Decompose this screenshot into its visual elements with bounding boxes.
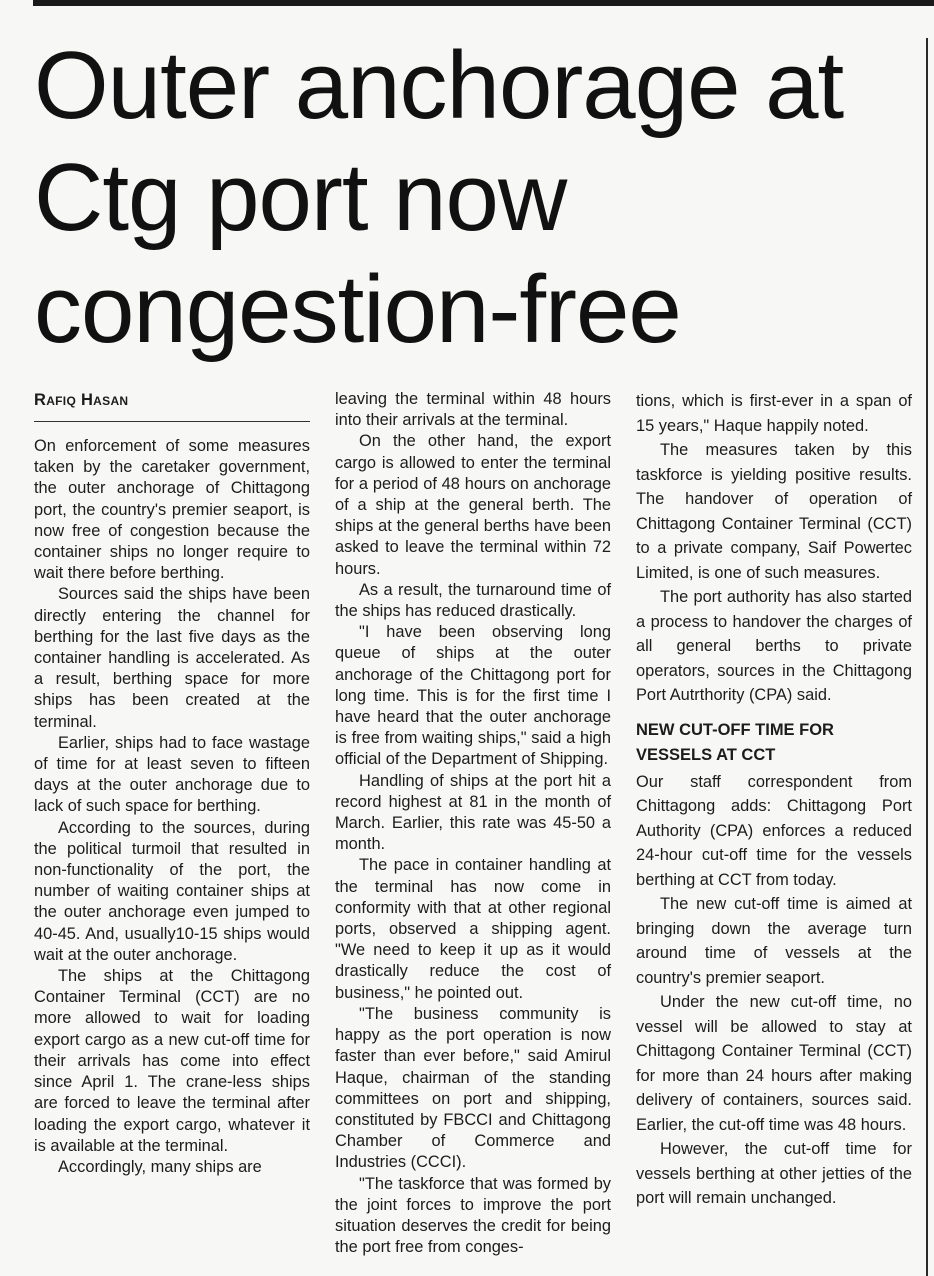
paragraph: leaving the terminal within 48 hours into their arrivals at the terminal. <box>335 390 611 430</box>
paragraph: The ships at the Chittagong Container Terminal (CCT) are no more allowed to wait for loading export cargo as a new cut-off time for their arrivals has come into effect since April 1. The crane-less ships are forced to leave the terminal after loading the export cargo, whatever it is available at the terminal. <box>34 967 310 1155</box>
headline <box>34 30 914 366</box>
paragraph: Our staff correspondent from Chittagong adds: Chittagong Port Authority (CPA) enforces a reduced 24-hour cut-off time for the vessels berthing at CCT from today. <box>636 772 912 889</box>
paragraph: Handling of ships at the port hit a record highest at 81 in the month of March. Earlier, this rate was 45-50 a month. <box>335 771 611 854</box>
paragraph: tions, which is first-ever in a span of 15 years," Haque happily noted. <box>636 392 912 435</box>
article-column-2 <box>335 389 611 1258</box>
paragraph: "I have been observing long queue of ships at the outer anchorage of the Chittagong port for long time. This is for the first time I have heard that the outer anchorage is free from waiting ships," said a high official of the Department of Shipping. <box>335 623 611 769</box>
paragraph: Earlier, ships had to face wastage of time for at least seven to fifteen days at the outer anchorage due to lack of such space for berthing. <box>34 733 310 816</box>
paragraph: The measures taken by this taskforce is yielding positive results. The handover of operation of Chittagong Container Terminal (CCT) to a private company, Saif Powertec Limited, is one of such measures. <box>636 441 912 582</box>
headline-line: congestion-free <box>34 256 681 363</box>
paragraph: The new cut-off time is aimed at bringing down the average turn around time of vessels at the country's premier seaport. <box>636 895 912 987</box>
paragraph: Sources said the ships have been directly entering the channel for berthing for the last five days as the container handling is accelerated. As a result, berthing space for more ships has been created at the terminal. <box>34 585 310 731</box>
byline: Rafiq Hasan <box>34 389 310 422</box>
paragraph: "The business community is happy as the port operation is now faster than ever before," said Amirul Haque, chairman of the standing committees on port and shipping, constituted by FBCCI and Chittagong Chamber of Commerce and Industries (CCCI). <box>335 1004 611 1172</box>
column-rule <box>926 38 928 1276</box>
top-rule <box>33 0 934 6</box>
paragraph: The pace in container handling at the terminal has now come in conformity with that at other regional ports, observed a shipping agent. "We need to keep it up as it would drastically reduce the cost of business," he pointed out. <box>335 856 611 1002</box>
paragraph: According to the sources, during the political turmoil that resulted in non-functionality of the port, the number of waiting container ships at the outer anchorage even jumped to 40-45. And, usually10-15 ships would wait at the outer anchorage. <box>34 818 310 964</box>
paragraph: "The taskforce that was formed by the joint forces to improve the port situation deserves the credit for being the port free from conges- <box>335 1174 611 1257</box>
paragraph: Under the new cut-off time, no vessel will be allowed to stay at Chittagong Container Terminal (CCT) for more than 24 hours after making delivery of containers, sources said. Earlier, the cut-off time was 48 hours. <box>636 993 912 1134</box>
paragraph: On the other hand, the export cargo is allowed to enter the terminal for a period of 48 hours on anchorage of a ship at the general berth. The ships at the general berths have been asked to leave the terminal within 72 hours. <box>335 432 611 578</box>
paragraph: As a result, the turnaround time of the ships has reduced drastically. <box>335 580 611 621</box>
paragraph: Accordingly, many ships are <box>58 1157 262 1176</box>
headline-line: Outer anchorage at <box>34 32 844 139</box>
subheading: NEW CUT-OFF TIME FOR VESSELS AT CCT <box>636 720 834 764</box>
paragraph: However, the cut-off time for vessels berthing at other jetties of the port will remain unchanged. <box>636 1140 912 1207</box>
article-column-3 <box>636 389 912 1211</box>
paragraph: On enforcement of some measures taken by the caretaker government, the outer anchorage of Chittagong port, the country's premier seaport, is now free of congestion because the container ships no longer require to wait there before berthing. <box>34 437 310 583</box>
article-column-1 <box>34 389 310 1178</box>
paragraph: The port authority has also started a process to handover the charges of all general berths to private operators, sources in the Chittagong Port Autrthority (CPA) said. <box>636 588 912 704</box>
headline-line: Ctg port now <box>34 144 567 251</box>
